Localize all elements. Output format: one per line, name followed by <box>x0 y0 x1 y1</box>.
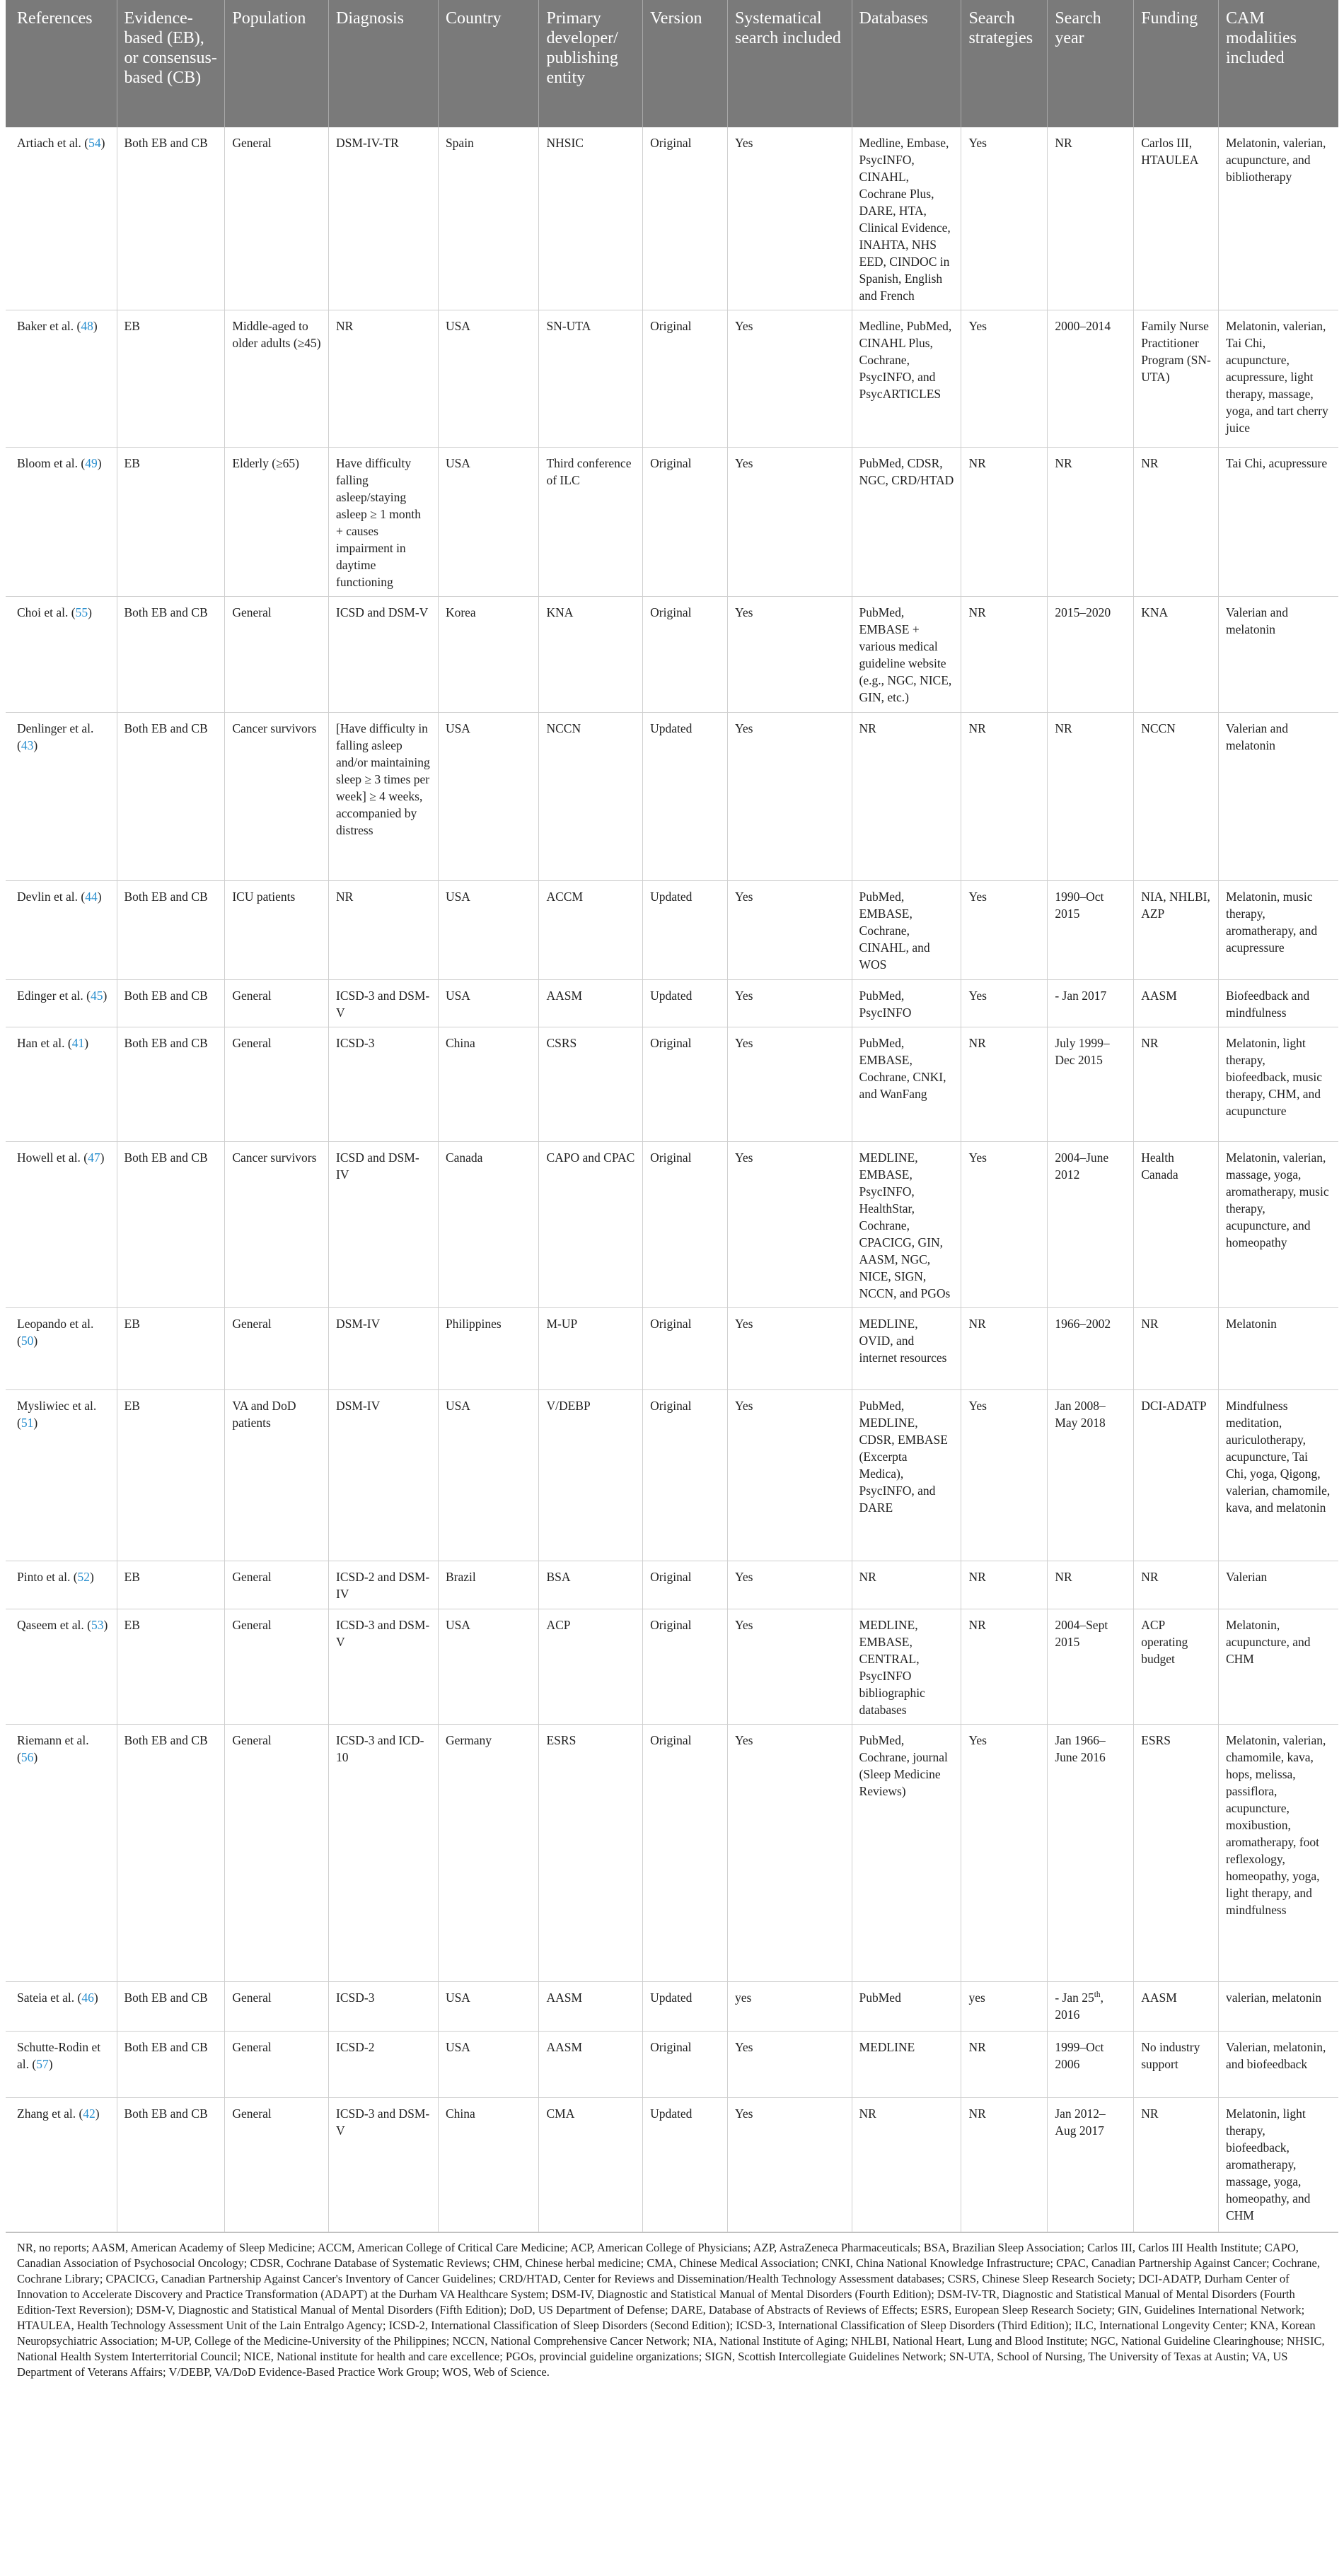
column-header: Funding <box>1134 0 1219 127</box>
strategies-cell: NR <box>961 1027 1048 1142</box>
developer-cell: CMA <box>539 2098 643 2232</box>
evidence-cell: EB <box>117 1390 225 1561</box>
strategies-cell: Yes <box>961 1390 1048 1561</box>
table-row <box>6 127 1338 310</box>
author-text: Howell et al. <box>17 1150 81 1165</box>
reference-cell: Edinger et al. (45) <box>6 980 117 1027</box>
search-year-cell: NR <box>1048 1561 1134 1609</box>
population-cell: Cancer survivors <box>225 1142 329 1308</box>
population-cell: ICU patients <box>225 881 329 980</box>
developer-cell: M-UP <box>539 1308 643 1390</box>
evidence-cell: Both EB and CB <box>117 1142 225 1308</box>
reference-cell: Mysliwiec et al. (51) <box>6 1390 117 1561</box>
column-header: Evidence-based (EB), or consensus-based (CB) <box>117 0 225 127</box>
funding-cell: AASM <box>1134 980 1219 1027</box>
cam-cell: Melatonin, light therapy, biofeedback, music therapy, CHM, and acupuncture <box>1219 1027 1339 1142</box>
strategies-cell: NR <box>961 2098 1048 2232</box>
country-cell: Philippines <box>438 1308 539 1390</box>
reference-cell: Schutte-Rodin et al. (57) <box>6 2032 117 2098</box>
evidence-cell: Both EB and CB <box>117 1982 225 2032</box>
version-cell: Updated <box>643 980 728 1027</box>
developer-cell: AASM <box>539 1982 643 2032</box>
table-row <box>6 310 1338 448</box>
diagnosis-cell: DSM-IV-TR <box>329 127 439 310</box>
strategies-cell: NR <box>961 1561 1048 1609</box>
funding-cell: Health Canada <box>1134 1142 1219 1308</box>
column-header: Systematical search included <box>727 0 852 127</box>
funding-cell: NR <box>1134 1027 1219 1142</box>
table-row <box>6 448 1338 597</box>
author-text: Riemann et al. <box>17 1733 89 1747</box>
citation-link[interactable]: 49 <box>85 456 98 470</box>
table-row <box>6 980 1338 1027</box>
column-header: Version <box>643 0 728 127</box>
databases-cell: PubMed, CDSR, NGC, CRD/HTAD <box>852 448 961 597</box>
author-text: Schutte-Rodin et al. <box>17 2040 101 2071</box>
search-cell: Yes <box>727 127 852 310</box>
population-cell: General <box>225 2098 329 2232</box>
search-year-end: , 2016 <box>1055 1991 1103 2022</box>
country-cell: Spain <box>438 127 539 310</box>
search-year-cell: NR <box>1048 448 1134 597</box>
country-cell: China <box>438 2098 539 2232</box>
population-cell: Cancer survivors <box>225 713 329 881</box>
reference-cell: Choi et al. (55) <box>6 597 117 713</box>
reference-cell: Artiach et al. (54) <box>6 127 117 310</box>
funding-cell: NIA, NHLBI, AZP <box>1134 881 1219 980</box>
strategies-cell: NR <box>961 1308 1048 1390</box>
table-row <box>6 1390 1338 1561</box>
strategies-cell: Yes <box>961 1142 1048 1308</box>
search-cell: Yes <box>727 1308 852 1390</box>
evidence-cell: EB <box>117 448 225 597</box>
evidence-cell: EB <box>117 1561 225 1609</box>
country-cell: Canada <box>438 1142 539 1308</box>
developer-cell: ESRS <box>539 1725 643 1982</box>
author-text: Denlinger et al. <box>17 721 94 735</box>
author-text: Artiach et al. <box>17 136 81 150</box>
column-header: Diagnosis <box>329 0 439 127</box>
diagnosis-cell: NR <box>329 310 439 448</box>
developer-cell: NHSIC <box>539 127 643 310</box>
diagnosis-cell: ICSD-3 and DSM-V <box>329 1609 439 1725</box>
reference-cell: Pinto et al. (52) <box>6 1561 117 1609</box>
developer-cell: AASM <box>539 2032 643 2098</box>
search-cell: Yes <box>727 1725 852 1982</box>
country-cell: USA <box>438 1609 539 1725</box>
version-cell: Original <box>643 1561 728 1609</box>
databases-cell: Medline, Embase, PsycINFO, CINAHL, Cochrane Plus, DARE, HTA, Clinical Evidence, INAHTA, NHS EED, CINDOC in Spanish, English and French <box>852 127 961 310</box>
databases-cell: NR <box>852 713 961 881</box>
developer-cell: BSA <box>539 1561 643 1609</box>
diagnosis-cell: ICSD and DSM-V <box>329 597 439 713</box>
developer-cell: KNA <box>539 597 643 713</box>
developer-cell: AASM <box>539 980 643 1027</box>
diagnosis-cell: ICSD-3 and DSM-V <box>329 2098 439 2232</box>
reference-cell: Bloom et al. (49) <box>6 448 117 597</box>
citation-link[interactable]: 51 <box>21 1416 34 1430</box>
strategies-cell: Yes <box>961 127 1048 310</box>
developer-cell: ACCM <box>539 881 643 980</box>
search-cell: Yes <box>727 980 852 1027</box>
databases-cell: NR <box>852 2098 961 2232</box>
author-text: Pinto et al. <box>17 1570 71 1584</box>
funding-cell: NR <box>1134 2098 1219 2232</box>
document-page <box>6 0 1338 2380</box>
cam-cell: Melatonin <box>1219 1308 1339 1390</box>
funding-cell: NR <box>1134 1308 1219 1390</box>
table-row <box>6 881 1338 980</box>
databases-cell: MEDLINE <box>852 2032 961 2098</box>
reference-cell: Riemann et al. (56) <box>6 1725 117 1982</box>
population-cell: General <box>225 1308 329 1390</box>
databases-cell: NR <box>852 1561 961 1609</box>
reference-cell: Han et al. (41) <box>6 1027 117 1142</box>
strategies-cell: Yes <box>961 881 1048 980</box>
evidence-cell: EB <box>117 1609 225 1725</box>
column-header: Databases <box>852 0 961 127</box>
evidence-cell: Both EB and CB <box>117 127 225 310</box>
strategies-cell: NR <box>961 1609 1048 1725</box>
cam-cell: Valerian <box>1219 1561 1339 1609</box>
version-cell: Original <box>643 1142 728 1308</box>
citation-link[interactable]: 54 <box>88 136 101 150</box>
search-year-cell: 2004–June 2012 <box>1048 1142 1134 1308</box>
column-header: Primary developer/ publishing entity <box>539 0 643 127</box>
diagnosis-cell: Have difficulty falling asleep/staying asleep ≥ 1 month + causes impairment in daytime functioning <box>329 448 439 597</box>
funding-cell: AASM <box>1134 1982 1219 2032</box>
guidelines-table <box>6 0 1338 2232</box>
diagnosis-cell: DSM-IV <box>329 1308 439 1390</box>
diagnosis-cell: ICSD and DSM-IV <box>329 1142 439 1308</box>
population-cell: Elderly (≥65) <box>225 448 329 597</box>
population-cell: General <box>225 1027 329 1142</box>
population-cell: General <box>225 2032 329 2098</box>
author-text: Bloom et al. <box>17 456 79 470</box>
databases-cell: PubMed, EMBASE, Cochrane, CINAHL, and WOS <box>852 881 961 980</box>
table-row <box>6 1609 1338 1725</box>
databases-cell: PubMed, Cochrane, journal (Sleep Medicine Reviews) <box>852 1725 961 1982</box>
cam-cell: Melatonin, valerian, massage, yoga, aromatherapy, music therapy, acupuncture, and homeopathy <box>1219 1142 1339 1308</box>
evidence-cell: Both EB and CB <box>117 2032 225 2098</box>
citation-link[interactable]: 56 <box>21 1750 34 1764</box>
citation-link[interactable]: 43 <box>21 738 34 752</box>
funding-cell: NCCN <box>1134 713 1219 881</box>
diagnosis-cell: [Have difficulty in falling asleep and/or maintaining sleep ≥ 3 times per week] ≥ 4 weeks, accompanied by distress <box>329 713 439 881</box>
cam-cell: Valerian and melatonin <box>1219 713 1339 881</box>
column-header: Country <box>438 0 539 127</box>
search-cell: Yes <box>727 713 852 881</box>
reference-cell: Zhang et al. (42) <box>6 2098 117 2232</box>
search-year-cell: 2004–Sept 2015 <box>1048 1609 1134 1725</box>
databases-cell: MEDLINE, OVID, and internet resources <box>852 1308 961 1390</box>
version-cell: Original <box>643 127 728 310</box>
strategies-cell: Yes <box>961 310 1048 448</box>
search-cell: Yes <box>727 1561 852 1609</box>
search-cell: Yes <box>727 1142 852 1308</box>
reference-cell: Denlinger et al. (43) <box>6 713 117 881</box>
table-row <box>6 2098 1338 2232</box>
author-text: Devlin et al. <box>17 890 79 904</box>
developer-cell: ACP <box>539 1609 643 1725</box>
evidence-cell: Both EB and CB <box>117 980 225 1027</box>
diagnosis-cell: NR <box>329 881 439 980</box>
citation-link[interactable]: 45 <box>90 989 103 1003</box>
diagnosis-cell: ICSD-3 and ICD-10 <box>329 1725 439 1982</box>
search-year-cell: July 1999–Dec 2015 <box>1048 1027 1134 1142</box>
population-cell: Middle-aged to older adults (≥45) <box>225 310 329 448</box>
author-text: Edinger et al. <box>17 989 83 1003</box>
search-year-cell: 1990–Oct 2015 <box>1048 881 1134 980</box>
strategies-cell: NR <box>961 2032 1048 2098</box>
country-cell: USA <box>438 1390 539 1561</box>
country-cell: USA <box>438 310 539 448</box>
country-cell: Germany <box>438 1725 539 1982</box>
cam-cell: Melatonin, valerian, chamomile, kava, hops, melissa, passiflora, acupuncture, moxibustion, aromatherapy, foot reflexology, homeopathy, yoga, light therapy, and mindfulness <box>1219 1725 1339 1982</box>
databases-cell: PubMed, PsycINFO <box>852 980 961 1027</box>
search-cell: Yes <box>727 597 852 713</box>
table-row <box>6 1561 1338 1609</box>
evidence-cell: EB <box>117 1308 225 1390</box>
strategies-cell: NR <box>961 448 1048 597</box>
population-cell: General <box>225 1561 329 1609</box>
search-year-cell: 2000–2014 <box>1048 310 1134 448</box>
search-year-cell <box>1048 1982 1134 2032</box>
population-cell: General <box>225 1725 329 1982</box>
country-cell: USA <box>438 980 539 1027</box>
version-cell: Updated <box>643 881 728 980</box>
search-year-cell: 1999–Oct 2006 <box>1048 2032 1134 2098</box>
author-text: Zhang et al. <box>17 2106 76 2121</box>
cam-cell: Valerian and melatonin <box>1219 597 1339 713</box>
version-cell: Original <box>643 1725 728 1982</box>
table-row <box>6 1027 1338 1142</box>
country-cell: Korea <box>438 597 539 713</box>
cam-cell: Melatonin, light therapy, biofeedback, aromatherapy, massage, yoga, homeopathy, and CHM <box>1219 2098 1339 2232</box>
country-cell: China <box>438 1027 539 1142</box>
databases-cell: PubMed, EMBASE + various medical guideline website (e.g., NGC, NICE, GIN, etc.) <box>852 597 961 713</box>
author-text: Leopando et al. <box>17 1317 94 1331</box>
cam-cell: Tai Chi, acupressure <box>1219 448 1339 597</box>
developer-cell: CAPO and CPAC <box>539 1142 643 1308</box>
table-row <box>6 1982 1338 2032</box>
country-cell: USA <box>438 713 539 881</box>
developer-cell: CSRS <box>539 1027 643 1142</box>
search-year-cell: 2015–2020 <box>1048 597 1134 713</box>
diagnosis-cell: ICSD-3 <box>329 1982 439 2032</box>
population-cell: General <box>225 1609 329 1725</box>
reference-cell: Howell et al. (47) <box>6 1142 117 1308</box>
search-cell: Yes <box>727 310 852 448</box>
author-text: Baker et al. <box>17 319 74 333</box>
diagnosis-cell: ICSD-3 and DSM-V <box>329 980 439 1027</box>
citation-link[interactable]: 48 <box>81 319 93 333</box>
version-cell: Original <box>643 2032 728 2098</box>
citation-link[interactable]: 53 <box>91 1618 104 1632</box>
diagnosis-cell: ICSD-2 <box>329 2032 439 2098</box>
search-year-cell: Jan 2012–Aug 2017 <box>1048 2098 1134 2232</box>
search-year-cell: NR <box>1048 127 1134 310</box>
population-cell: General <box>225 127 329 310</box>
search-year-cell: 1966–2002 <box>1048 1308 1134 1390</box>
table-row <box>6 1142 1338 1308</box>
citation-link[interactable]: 42 <box>83 2106 95 2121</box>
author-text: Mysliwiec et al. <box>17 1399 97 1413</box>
strategies-cell: NR <box>961 713 1048 881</box>
cam-cell: Melatonin, acupuncture, and CHM <box>1219 1609 1339 1725</box>
population-cell: General <box>225 597 329 713</box>
table-row <box>6 1308 1338 1390</box>
search-cell: Yes <box>727 881 852 980</box>
citation-link[interactable]: 52 <box>77 1570 91 1584</box>
version-cell: Updated <box>643 713 728 881</box>
databases-cell: MEDLINE, EMBASE, CENTRAL, PsycINFO bibliographic databases <box>852 1609 961 1725</box>
version-cell: Original <box>643 1308 728 1390</box>
evidence-cell: Both EB and CB <box>117 597 225 713</box>
table-body <box>6 127 1338 2232</box>
databases-cell: PubMed, MEDLINE, CDSR, EMBASE (Excerpta Medica), PsycINFO, and DARE <box>852 1390 961 1561</box>
search-year-cell: Jan 1966–June 2016 <box>1048 1725 1134 1982</box>
population-cell: General <box>225 1982 329 2032</box>
developer-cell: NCCN <box>539 713 643 881</box>
funding-cell: NR <box>1134 1561 1219 1609</box>
evidence-cell: Both EB and CB <box>117 1725 225 1982</box>
table-header <box>6 0 1338 127</box>
databases-cell: PubMed, EMBASE, Cochrane, CNKI, and WanFang <box>852 1027 961 1142</box>
search-year-cell: Jan 2008–May 2018 <box>1048 1390 1134 1561</box>
developer-cell: SN-UTA <box>539 310 643 448</box>
search-year-cell: - Jan 2017 <box>1048 980 1134 1027</box>
table-row <box>6 2032 1338 2098</box>
evidence-cell: Both EB and CB <box>117 713 225 881</box>
search-year-text: - Jan 25 <box>1055 1991 1094 2005</box>
version-cell: Updated <box>643 2098 728 2232</box>
developer-cell: Third conference of ILC <box>539 448 643 597</box>
reference-cell: Baker et al. (48) <box>6 310 117 448</box>
cam-cell: Melatonin, valerian, Tai Chi, acupuncture, acupressure, light therapy, massage, yoga, and tart cherry juice <box>1219 310 1339 448</box>
author-text: Han et al. <box>17 1036 65 1050</box>
country-cell: USA <box>438 881 539 980</box>
reference-cell: Sateia et al. (46) <box>6 1982 117 2032</box>
version-cell: Original <box>643 448 728 597</box>
evidence-cell: Both EB and CB <box>117 881 225 980</box>
evidence-cell: Both EB and CB <box>117 1027 225 1142</box>
funding-cell: ESRS <box>1134 1725 1219 1982</box>
author-text: Qaseem et al. <box>17 1618 84 1632</box>
diagnosis-cell: ICSD-3 <box>329 1027 439 1142</box>
version-cell: Original <box>643 597 728 713</box>
citation-link[interactable]: 44 <box>85 890 98 904</box>
databases-cell: PubMed <box>852 1982 961 2032</box>
cam-cell: Biofeedback and mindfulness <box>1219 980 1339 1027</box>
table-row <box>6 597 1338 713</box>
diagnosis-cell: DSM-IV <box>329 1390 439 1561</box>
column-header: References <box>6 0 117 127</box>
funding-cell: Carlos III, HTAULEA <box>1134 127 1219 310</box>
strategies-cell: yes <box>961 1982 1048 2032</box>
funding-cell: NR <box>1134 448 1219 597</box>
column-header: Search strategies <box>961 0 1048 127</box>
search-cell: Yes <box>727 448 852 597</box>
cam-cell: Valerian, melatonin, and biofeedback <box>1219 2032 1339 2098</box>
search-cell: Yes <box>727 1027 852 1142</box>
table-row <box>6 1725 1338 1982</box>
column-header: Population <box>225 0 329 127</box>
databases-cell: Medline, PubMed, CINAHL Plus, Cochrane, PsycINFO, and PsycARTICLES <box>852 310 961 448</box>
country-cell: USA <box>438 1982 539 2032</box>
header-row <box>6 0 1338 127</box>
citation-link[interactable]: 55 <box>75 605 88 619</box>
search-cell: Yes <box>727 2032 852 2098</box>
evidence-cell: Both EB and CB <box>117 2098 225 2232</box>
version-cell: Original <box>643 1390 728 1561</box>
diagnosis-cell: ICSD-2 and DSM-IV <box>329 1561 439 1609</box>
author-text: Choi et al. <box>17 605 69 619</box>
cam-cell: Melatonin, music therapy, aromatherapy, and acupressure <box>1219 881 1339 980</box>
reference-cell: Qaseem et al. (53) <box>6 1609 117 1725</box>
search-cell: yes <box>727 1982 852 2032</box>
cam-cell: valerian, melatonin <box>1219 1982 1339 2032</box>
table-row <box>6 713 1338 881</box>
column-header: Search year <box>1048 0 1134 127</box>
funding-cell: Family Nurse Practitioner Program (SN-UTA) <box>1134 310 1219 448</box>
table-footnote: NR, no reports; AASM, American Academy of Sleep Medicine; ACCM, American College of Critical Care Medicine; ACP, American College of Physicians; AZP, AstraZeneca Pharmaceuticals; BSA, Brazilian Sleep Association; Carlos III, Carlos III Health Institute; CAPO, Canadian Association of Psychosocial Oncology; CDSR, Cochrane Database of Systematic Reviews; CHM, Chinese herbal medicine; CMA, Chinese Medical Association; CNKI, China National Knowledge Infrastructure; CPAC, Canadian Partnership Against Cancer; Cochrane, Cochrane Library; CPACICG, Canadian Partnership Against Cancer's Inventory of Cancer Guidelines; CRD/HTAD, Center for Reviews and Dissemination/Health Technology Assessment databases; CSRS, Chinese Sleep Research Society; DCI-ADATP, Durham Center of Innovation to Accelerate Discovery and Practice Transformation (ADAPT) at the Durham VA Healthcare System; DSM-IV, Diagnostic and Statistical Manual of Mental Disorders (Fourth Edition); DSM-IV-TR, Diagnostic and Statistical Manual of Mental Disorders (Fourth Edition-Text Reversion); DSM-V, Diagnostic and Statistical Manual of Mental Disorders (Fifth Edition); DoD, US Department of Defense; DARE, Database of Abstracts of Reviews of Effects; ESRS, European Sleep Research Society; GIN, Guidelines International Network; HTAULEA, Health Technology Assessment Unit of the Lain Entralgo Agency; ICSD-2, International Classification of Sleep Disorders (Second Edition); ICSD-3, International Classification of Sleep Disorders (Third Edition); ILC, International Longevity Center; KNA, Korean Neuropsychiatric Association; M-UP, College of the Medicine-University of the Philippines; NCCN, National Comprehensive Cancer Network; NIA, National Institute of Aging; NHLBI, National Heart, Lung and Blood Institute; NGC, National Guideline Clearinghouse; NHSIC, National Health System Interterritorial Council; NICE, National institute for health and care excellence; PGOs, provincial guideline organizations; SIGN, Scottish Intercollegiate Guidelines Network; SN-UTA, School of Nursing, The University of Texas at Austin; VA, US Department of Veterans Affairs; V/DEBP, VA/DoD Evidence-Based Practice Work Group; WOS, Web of Science. <box>6 2232 1338 2380</box>
column-header: CAM modalities included <box>1219 0 1339 127</box>
strategies-cell: Yes <box>961 980 1048 1027</box>
cam-cell: Melatonin, valerian, acupuncture, and bibliotherapy <box>1219 127 1339 310</box>
reference-cell: Devlin et al. (44) <box>6 881 117 980</box>
search-year-cell: NR <box>1048 713 1134 881</box>
population-cell: VA and DoD patients <box>225 1390 329 1561</box>
version-cell: Original <box>643 1027 728 1142</box>
strategies-cell: NR <box>961 597 1048 713</box>
cam-cell: Mindfulness meditation, auriculotherapy, acupuncture, Tai Chi, yoga, Qigong, valerian, chamomile, kava, and melatonin <box>1219 1390 1339 1561</box>
databases-cell: MEDLINE, EMBASE, PsycINFO, HealthStar, Cochrane, CPACICG, GIN, AASM, NGC, NICE, SIGN, NCCN, and PGOs <box>852 1142 961 1308</box>
funding-cell: KNA <box>1134 597 1219 713</box>
citation-link[interactable]: 41 <box>71 1036 85 1050</box>
funding-cell: No industry support <box>1134 2032 1219 2098</box>
search-cell: Yes <box>727 2098 852 2232</box>
reference-cell: Leopando et al. (50) <box>6 1308 117 1390</box>
search-cell: Yes <box>727 1390 852 1561</box>
country-cell: USA <box>438 448 539 597</box>
ordinal-suffix: th <box>1094 1991 1101 2000</box>
funding-cell: DCI-ADATP <box>1134 1390 1219 1561</box>
version-cell: Original <box>643 310 728 448</box>
version-cell: Updated <box>643 1982 728 2032</box>
search-cell: Yes <box>727 1609 852 1725</box>
funding-cell: ACP operating budget <box>1134 1609 1219 1725</box>
version-cell: Original <box>643 1609 728 1725</box>
author-text: Sateia et al. <box>17 1991 75 2005</box>
citation-link[interactable]: 47 <box>88 1150 100 1165</box>
evidence-cell: EB <box>117 310 225 448</box>
strategies-cell: Yes <box>961 1725 1048 1982</box>
population-cell: General <box>225 980 329 1027</box>
country-cell: Brazil <box>438 1561 539 1609</box>
citation-link[interactable]: 46 <box>81 1991 94 2005</box>
citation-link[interactable]: 50 <box>21 1334 34 1348</box>
citation-link[interactable]: 57 <box>36 2057 49 2071</box>
developer-cell: V/DEBP <box>539 1390 643 1561</box>
country-cell: USA <box>438 2032 539 2098</box>
